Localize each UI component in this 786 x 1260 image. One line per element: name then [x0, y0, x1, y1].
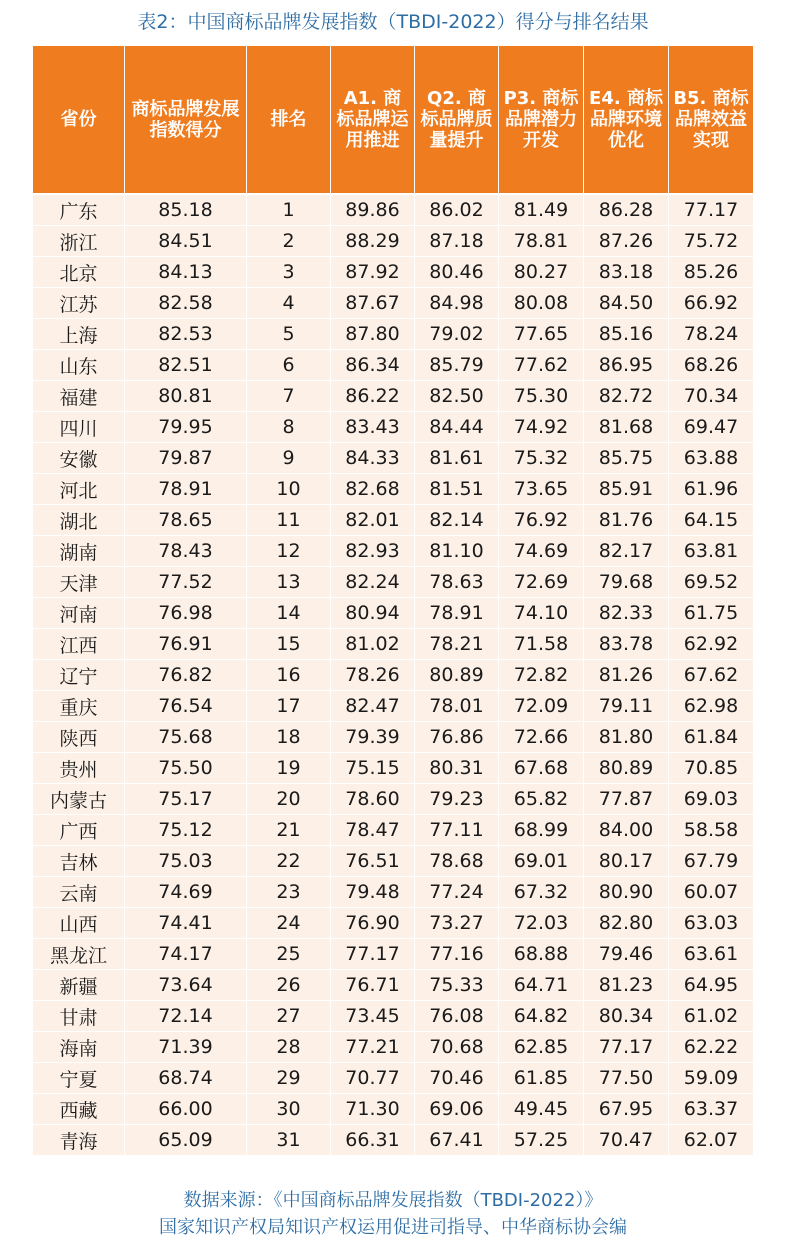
cell-b5: 69.47	[669, 412, 753, 443]
cell-q2: 80.31	[415, 753, 499, 784]
cell-a1: 66.31	[331, 1125, 415, 1156]
cell-rank: 13	[247, 567, 331, 598]
table-row	[33, 1094, 753, 1125]
table-row	[33, 443, 753, 474]
table-row	[33, 784, 753, 815]
cell-index-score: 76.82	[125, 660, 247, 691]
cell-province: 天津	[33, 567, 125, 598]
cell-rank: 17	[247, 691, 331, 722]
cell-q2: 82.14	[415, 505, 499, 536]
cell-index-score: 84.51	[125, 226, 247, 257]
cell-q2: 69.06	[415, 1094, 499, 1125]
cell-p3: 72.03	[499, 908, 584, 939]
cell-a1: 76.71	[331, 970, 415, 1001]
cell-e4: 77.50	[584, 1063, 669, 1094]
cell-b5: 62.98	[669, 691, 753, 722]
header-a1: A1. 商标品牌运用推进	[331, 46, 415, 195]
cell-e4: 82.33	[584, 598, 669, 629]
cell-b5: 68.26	[669, 350, 753, 381]
cell-a1: 82.24	[331, 567, 415, 598]
cell-b5: 67.62	[669, 660, 753, 691]
cell-rank: 27	[247, 1001, 331, 1032]
cell-province: 宁夏	[33, 1063, 125, 1094]
cell-b5: 61.84	[669, 722, 753, 753]
cell-a1: 78.26	[331, 660, 415, 691]
cell-rank: 16	[247, 660, 331, 691]
table-row	[33, 598, 753, 629]
cell-e4: 81.26	[584, 660, 669, 691]
cell-q2: 79.23	[415, 784, 499, 815]
cell-q2: 78.68	[415, 846, 499, 877]
cell-rank: 10	[247, 474, 331, 505]
cell-a1: 87.67	[331, 288, 415, 319]
table-row	[33, 1032, 753, 1063]
cell-e4: 85.16	[584, 319, 669, 350]
cell-index-score: 79.87	[125, 443, 247, 474]
cell-rank: 29	[247, 1063, 331, 1094]
cell-index-score: 75.68	[125, 722, 247, 753]
cell-q2: 82.50	[415, 381, 499, 412]
table-row	[33, 1125, 753, 1156]
table-row	[33, 319, 753, 350]
cell-rank: 3	[247, 257, 331, 288]
cell-province: 山西	[33, 908, 125, 939]
cell-b5: 60.07	[669, 877, 753, 908]
cell-a1: 79.48	[331, 877, 415, 908]
cell-q2: 70.68	[415, 1032, 499, 1063]
cell-q2: 78.91	[415, 598, 499, 629]
cell-b5: 59.09	[669, 1063, 753, 1094]
cell-a1: 82.47	[331, 691, 415, 722]
cell-q2: 77.11	[415, 815, 499, 846]
table-row	[33, 970, 753, 1001]
cell-p3: 75.30	[499, 381, 584, 412]
cell-b5: 77.17	[669, 195, 753, 226]
cell-rank: 23	[247, 877, 331, 908]
cell-province: 云南	[33, 877, 125, 908]
cell-b5: 58.58	[669, 815, 753, 846]
cell-e4: 86.28	[584, 195, 669, 226]
cell-a1: 77.21	[331, 1032, 415, 1063]
cell-a1: 76.90	[331, 908, 415, 939]
cell-e4: 85.91	[584, 474, 669, 505]
cell-e4: 80.90	[584, 877, 669, 908]
header-rank: 排名	[247, 46, 331, 195]
cell-province: 贵州	[33, 753, 125, 784]
cell-q2: 67.41	[415, 1125, 499, 1156]
cell-rank: 14	[247, 598, 331, 629]
cell-index-score: 79.95	[125, 412, 247, 443]
cell-province: 四川	[33, 412, 125, 443]
cell-b5: 85.26	[669, 257, 753, 288]
cell-index-score: 66.00	[125, 1094, 247, 1125]
cell-e4: 67.95	[584, 1094, 669, 1125]
cell-a1: 87.80	[331, 319, 415, 350]
cell-q2: 75.33	[415, 970, 499, 1001]
cell-e4: 82.72	[584, 381, 669, 412]
cell-p3: 65.82	[499, 784, 584, 815]
cell-b5: 64.15	[669, 505, 753, 536]
cell-a1: 80.94	[331, 598, 415, 629]
cell-province: 江西	[33, 629, 125, 660]
cell-a1: 76.51	[331, 846, 415, 877]
table-row	[33, 846, 753, 877]
table-row	[33, 939, 753, 970]
cell-province: 福建	[33, 381, 125, 412]
table-row	[33, 474, 753, 505]
cell-q2: 81.51	[415, 474, 499, 505]
cell-p3: 72.66	[499, 722, 584, 753]
cell-rank: 4	[247, 288, 331, 319]
cell-a1: 82.01	[331, 505, 415, 536]
header-b5: B5. 商标品牌效益实现	[669, 46, 753, 195]
cell-p3: 72.82	[499, 660, 584, 691]
cell-index-score: 76.91	[125, 629, 247, 660]
cell-index-score: 75.12	[125, 815, 247, 846]
cell-q2: 78.21	[415, 629, 499, 660]
cell-q2: 81.10	[415, 536, 499, 567]
cell-b5: 66.92	[669, 288, 753, 319]
cell-a1: 84.33	[331, 443, 415, 474]
cell-index-score: 80.81	[125, 381, 247, 412]
cell-e4: 87.26	[584, 226, 669, 257]
cell-b5: 70.85	[669, 753, 753, 784]
cell-rank: 21	[247, 815, 331, 846]
cell-q2: 84.44	[415, 412, 499, 443]
cell-p3: 68.99	[499, 815, 584, 846]
cell-p3: 72.69	[499, 567, 584, 598]
table-title: 表2：中国商标品牌发展指数（TBDI-2022）得分与排名结果	[137, 11, 649, 33]
cell-a1: 71.30	[331, 1094, 415, 1125]
cell-index-score: 78.43	[125, 536, 247, 567]
cell-rank: 15	[247, 629, 331, 660]
table-row	[33, 815, 753, 846]
header-q2: Q2. 商标品牌质量提升	[415, 46, 499, 195]
table-row	[33, 288, 753, 319]
cell-province: 江苏	[33, 288, 125, 319]
cell-e4: 81.23	[584, 970, 669, 1001]
cell-p3: 80.08	[499, 288, 584, 319]
cell-a1: 75.15	[331, 753, 415, 784]
cell-e4: 84.00	[584, 815, 669, 846]
cell-b5: 63.37	[669, 1094, 753, 1125]
cell-b5: 69.52	[669, 567, 753, 598]
cell-index-score: 68.74	[125, 1063, 247, 1094]
cell-a1: 70.77	[331, 1063, 415, 1094]
cell-index-score: 82.58	[125, 288, 247, 319]
cell-p3: 67.32	[499, 877, 584, 908]
cell-a1: 78.60	[331, 784, 415, 815]
cell-rank: 12	[247, 536, 331, 567]
cell-q2: 79.02	[415, 319, 499, 350]
cell-p3: 80.27	[499, 257, 584, 288]
cell-e4: 80.89	[584, 753, 669, 784]
cell-e4: 79.46	[584, 939, 669, 970]
cell-p3: 78.81	[499, 226, 584, 257]
cell-q2: 81.61	[415, 443, 499, 474]
table-row	[33, 660, 753, 691]
cell-index-score: 73.64	[125, 970, 247, 1001]
table-row	[33, 908, 753, 939]
cell-province: 黑龙江	[33, 939, 125, 970]
table-row	[33, 412, 753, 443]
cell-e4: 80.17	[584, 846, 669, 877]
cell-e4: 85.75	[584, 443, 669, 474]
table-row	[33, 753, 753, 784]
table-row	[33, 536, 753, 567]
table-row	[33, 1001, 753, 1032]
cell-b5: 75.72	[669, 226, 753, 257]
cell-e4: 81.76	[584, 505, 669, 536]
cell-q2: 77.16	[415, 939, 499, 970]
cell-a1: 86.22	[331, 381, 415, 412]
cell-index-score: 72.14	[125, 1001, 247, 1032]
cell-index-score: 76.54	[125, 691, 247, 722]
cell-p3: 74.92	[499, 412, 584, 443]
cell-p3: 62.85	[499, 1032, 584, 1063]
cell-a1: 89.86	[331, 195, 415, 226]
cell-e4: 86.95	[584, 350, 669, 381]
cell-province: 海南	[33, 1032, 125, 1063]
table-row	[33, 381, 753, 412]
table-row	[33, 350, 753, 381]
header-index-score: 商标品牌发展指数得分	[125, 46, 247, 195]
cell-index-score: 85.18	[125, 195, 247, 226]
cell-q2: 78.63	[415, 567, 499, 598]
cell-rank: 8	[247, 412, 331, 443]
cell-e4: 77.17	[584, 1032, 669, 1063]
cell-index-score: 82.51	[125, 350, 247, 381]
cell-e4: 82.17	[584, 536, 669, 567]
cell-q2: 86.02	[415, 195, 499, 226]
cell-a1: 78.47	[331, 815, 415, 846]
cell-province: 湖南	[33, 536, 125, 567]
table-row	[33, 877, 753, 908]
cell-index-score: 74.41	[125, 908, 247, 939]
cell-q2: 73.27	[415, 908, 499, 939]
cell-b5: 62.92	[669, 629, 753, 660]
table-row	[33, 505, 753, 536]
cell-province: 浙江	[33, 226, 125, 257]
cell-index-score: 78.65	[125, 505, 247, 536]
cell-q2: 77.24	[415, 877, 499, 908]
cell-a1: 87.92	[331, 257, 415, 288]
cell-p3: 73.65	[499, 474, 584, 505]
cell-q2: 87.18	[415, 226, 499, 257]
cell-index-score: 74.69	[125, 877, 247, 908]
cell-b5: 63.81	[669, 536, 753, 567]
cell-e4: 82.80	[584, 908, 669, 939]
cell-e4: 77.87	[584, 784, 669, 815]
cell-rank: 26	[247, 970, 331, 1001]
cell-b5: 63.61	[669, 939, 753, 970]
cell-a1: 79.39	[331, 722, 415, 753]
cell-e4: 80.34	[584, 1001, 669, 1032]
cell-b5: 61.75	[669, 598, 753, 629]
cell-p3: 74.10	[499, 598, 584, 629]
cell-q2: 78.01	[415, 691, 499, 722]
cell-p3: 74.69	[499, 536, 584, 567]
cell-province: 新疆	[33, 970, 125, 1001]
cell-p3: 67.68	[499, 753, 584, 784]
cell-index-score: 75.03	[125, 846, 247, 877]
cell-p3: 57.25	[499, 1125, 584, 1156]
cell-province: 西藏	[33, 1094, 125, 1125]
cell-province: 山东	[33, 350, 125, 381]
cell-e4: 79.68	[584, 567, 669, 598]
cell-a1: 88.29	[331, 226, 415, 257]
cell-index-score: 84.13	[125, 257, 247, 288]
cell-p3: 72.09	[499, 691, 584, 722]
cell-province: 青海	[33, 1125, 125, 1156]
header-p3: P3. 商标品牌潜力开发	[499, 46, 584, 195]
cell-province: 甘肃	[33, 1001, 125, 1032]
header-row	[33, 46, 753, 195]
cell-rank: 30	[247, 1094, 331, 1125]
cell-rank: 28	[247, 1032, 331, 1063]
cell-rank: 2	[247, 226, 331, 257]
compiler-note: 国家知识产权局知识产权运用促进司指导、中华商标协会编	[159, 1217, 627, 1238]
table-row	[33, 195, 753, 226]
cell-index-score: 78.91	[125, 474, 247, 505]
cell-e4: 79.11	[584, 691, 669, 722]
cell-rank: 1	[247, 195, 331, 226]
cell-p3: 71.58	[499, 629, 584, 660]
header-e4: E4. 商标品牌环境优化	[584, 46, 669, 195]
cell-index-score: 75.50	[125, 753, 247, 784]
cell-p3: 69.01	[499, 846, 584, 877]
cell-province: 内蒙古	[33, 784, 125, 815]
cell-a1: 86.34	[331, 350, 415, 381]
cell-q2: 80.46	[415, 257, 499, 288]
cell-rank: 20	[247, 784, 331, 815]
cell-e4: 70.47	[584, 1125, 669, 1156]
cell-rank: 25	[247, 939, 331, 970]
cell-q2: 76.08	[415, 1001, 499, 1032]
cell-p3: 49.45	[499, 1094, 584, 1125]
header-province: 省份	[33, 46, 125, 195]
cell-a1: 77.17	[331, 939, 415, 970]
cell-b5: 63.88	[669, 443, 753, 474]
cell-province: 河北	[33, 474, 125, 505]
cell-province: 陕西	[33, 722, 125, 753]
cell-b5: 61.02	[669, 1001, 753, 1032]
cell-index-score: 75.17	[125, 784, 247, 815]
cell-a1: 81.02	[331, 629, 415, 660]
cell-b5: 61.96	[669, 474, 753, 505]
cell-e4: 81.68	[584, 412, 669, 443]
table-row	[33, 567, 753, 598]
cell-rank: 18	[247, 722, 331, 753]
cell-province: 河南	[33, 598, 125, 629]
cell-province: 广东	[33, 195, 125, 226]
cell-index-score: 82.53	[125, 319, 247, 350]
cell-q2: 84.98	[415, 288, 499, 319]
cell-e4: 81.80	[584, 722, 669, 753]
cell-b5: 69.03	[669, 784, 753, 815]
cell-rank: 24	[247, 908, 331, 939]
cell-a1: 83.43	[331, 412, 415, 443]
source-note: 数据来源：《中国商标品牌发展指数（TBDI-2022）》	[183, 1190, 603, 1211]
table-row	[33, 691, 753, 722]
cell-a1: 73.45	[331, 1001, 415, 1032]
cell-province: 重庆	[33, 691, 125, 722]
cell-p3: 61.85	[499, 1063, 584, 1094]
cell-rank: 22	[247, 846, 331, 877]
cell-p3: 64.71	[499, 970, 584, 1001]
cell-rank: 7	[247, 381, 331, 412]
cell-q2: 80.89	[415, 660, 499, 691]
cell-province: 湖北	[33, 505, 125, 536]
cell-rank: 6	[247, 350, 331, 381]
cell-p3: 75.32	[499, 443, 584, 474]
cell-p3: 77.62	[499, 350, 584, 381]
table-row	[33, 722, 753, 753]
cell-province: 辽宁	[33, 660, 125, 691]
cell-index-score: 77.52	[125, 567, 247, 598]
cell-province: 吉林	[33, 846, 125, 877]
cell-b5: 78.24	[669, 319, 753, 350]
cell-rank: 19	[247, 753, 331, 784]
cell-q2: 76.86	[415, 722, 499, 753]
cell-b5: 62.22	[669, 1032, 753, 1063]
table-row	[33, 629, 753, 660]
cell-province: 北京	[33, 257, 125, 288]
cell-p3: 77.65	[499, 319, 584, 350]
cell-a1: 82.68	[331, 474, 415, 505]
cell-rank: 11	[247, 505, 331, 536]
table-body	[33, 195, 753, 1156]
table-row	[33, 257, 753, 288]
cell-rank: 31	[247, 1125, 331, 1156]
cell-p3: 64.82	[499, 1001, 584, 1032]
cell-province: 安徽	[33, 443, 125, 474]
tbdi-table	[33, 46, 753, 1156]
cell-province: 上海	[33, 319, 125, 350]
cell-province: 广西	[33, 815, 125, 846]
cell-e4: 83.78	[584, 629, 669, 660]
cell-index-score: 74.17	[125, 939, 247, 970]
cell-b5: 63.03	[669, 908, 753, 939]
cell-rank: 9	[247, 443, 331, 474]
cell-a1: 82.93	[331, 536, 415, 567]
cell-e4: 83.18	[584, 257, 669, 288]
cell-index-score: 71.39	[125, 1032, 247, 1063]
cell-p3: 81.49	[499, 195, 584, 226]
cell-b5: 70.34	[669, 381, 753, 412]
cell-index-score: 76.98	[125, 598, 247, 629]
cell-index-score: 65.09	[125, 1125, 247, 1156]
cell-b5: 62.07	[669, 1125, 753, 1156]
cell-e4: 84.50	[584, 288, 669, 319]
cell-b5: 67.79	[669, 846, 753, 877]
cell-b5: 64.95	[669, 970, 753, 1001]
table-row	[33, 226, 753, 257]
cell-p3: 68.88	[499, 939, 584, 970]
cell-rank: 5	[247, 319, 331, 350]
cell-q2: 70.46	[415, 1063, 499, 1094]
cell-p3: 76.92	[499, 505, 584, 536]
cell-q2: 85.79	[415, 350, 499, 381]
table-row	[33, 1063, 753, 1094]
